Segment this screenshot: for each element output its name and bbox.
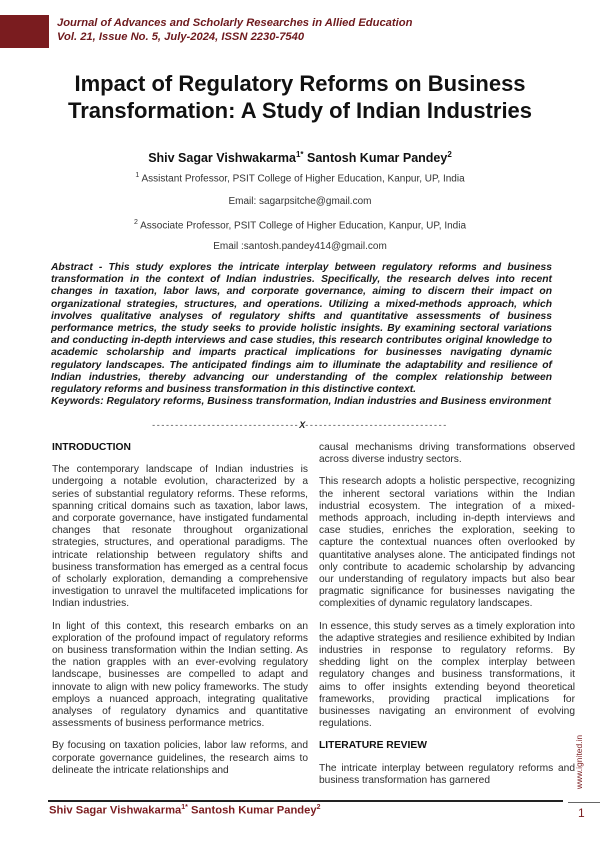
footer-author: Santosh Kumar Pandey	[187, 804, 317, 817]
journal-header	[57, 16, 412, 44]
paragraph: In essence, this study serves as a timely exploration into the adaptive strategies and resilience exhibited by Indian industries in response to regulatory reforms. By shedding light on the complex interplay between regulatory changes and business transformations, it aims to offer insights extending beyond theoretical frameworks, providing practical implications for businesses navigating an environment of evolving regulations.	[319, 620, 575, 730]
author-list	[0, 150, 600, 165]
affiliation-1-email: Email: sagarpsitche@gmail.com	[228, 196, 372, 207]
author-sup: 1*	[295, 150, 304, 159]
left-column	[52, 442, 308, 787]
title-line-1: Impact of Regulatory Reforms on Business	[74, 71, 526, 96]
footer-author: Shiv Sagar Vishwakarma	[49, 804, 182, 817]
affiliation-1	[0, 172, 600, 184]
abstract: Abstract - This study explores the intricate interplay between regulatory reforms and business transformation in the context of Indian industries. Specifically, the research delves into recent changes in taxation, labor laws, and corporate governance, aiming to discern their impact on organizational strategies, structures, and operations. Utilizing a mixed-methods approach, which involves qualitative analyses of regulatory shifts and quantitative assessments of business performance metrics, the study seeks to provide holistic insights. By examining sectoral variations and conducting in-depth interviews and case studies, this research contributes original knowledge to academic scholarship and imparts practical implications for businesses navigating dynamic regulatory landscapes. The anticipated findings aim to illuminate the adaptability and resilience of Indian industries, thereby advancing our understanding of the complex relationship between regulatory reforms and business transformation in this distinctive context.	[51, 262, 552, 396]
paragraph: causal mechanisms driving transformations observed across diverse industry sectors.	[319, 442, 575, 466]
section-heading-introduction: INTRODUCTION	[52, 442, 131, 453]
separator-dashes-left: --------------------------------	[152, 420, 300, 430]
paragraph: This research adopts a holistic perspective, recognizing the inherent sectoral variations within the Indian industrial ecosystem. The integration of a mixed-methods approach, including in-depth interviews and case studies, enriches the exploration, seeking to capture the contextual nuances often overlooked by quantitative analyses alone. The anticipated findings not only contribute to academic scholarship by advancing our understanding of regulatory impacts but also bear pragmatic significance for businesses navigating the complexities of dynamic regulatory landscapes.	[319, 476, 575, 610]
side-url[interactable]	[572, 722, 586, 802]
affiliation-text: Assistant Professor, PSIT College of Higher Education, Kanpur, UP, India	[141, 173, 465, 185]
footer-authors	[49, 804, 321, 817]
journal-header-bar	[0, 15, 49, 48]
author-name: Santosh Kumar Pandey	[307, 151, 448, 166]
page-number: 1	[578, 806, 585, 820]
author-sup: 2	[447, 150, 452, 159]
affiliation-2-email: Email :santosh.pandey414@gmail.com	[213, 241, 387, 252]
section-separator	[0, 420, 600, 430]
affiliation-text: Associate Professor, PSIT College of Higher Education, Kanpur, UP, India	[140, 220, 467, 232]
footer-author-sup: 2	[316, 804, 321, 811]
journal-name: Journal of Advances and Scholarly Researches in Allied Education	[57, 17, 413, 29]
right-column	[319, 442, 575, 797]
website-link[interactable]: www.ignited.in	[574, 734, 584, 790]
author-name: Shiv Sagar Vishwakarma	[148, 151, 296, 166]
footer-author-sup: 1*	[181, 804, 188, 811]
paragraph: The contemporary landscape of Indian industries is undergoing a notable evolution, characterized by a series of substantial regulatory reforms. These reforms, spanning critical domains such as taxation, labor laws, and corporate governance, have instigated fundamental changes that resonate throughout organizational strategies, structures, and operational paradigms. The intricate relationship between regulatory shifts and business transformation has emerged as a central focus of scholarly exploration, demanding a comprehensive investigation to unravel the multifaceted implications for Indian industries.	[52, 464, 308, 610]
footer-divider	[48, 800, 563, 802]
paragraph: In light of this context, this research embarks on an exploration of the profound impact of regulatory reforms on business transformation within the Indian setting. As the nation grapples with an ever-evolving regulatory landscape, businesses are compelled to adapt and innovate to align with new policy frameworks. The study employs a nuanced approach, integrating qualitative analyses of regulatory dynamics and quantitative assessments of business performance metrics.	[52, 620, 308, 730]
affiliation-2	[0, 219, 600, 231]
keywords: Keywords: Regulatory reforms, Business transformation, Indian industries and Business environment	[51, 396, 552, 407]
paragraph: The intricate interplay between regulatory reforms and business transformation has garnered	[319, 762, 575, 786]
footer-divider-right	[568, 802, 600, 803]
title-line-2: Transformation: A Study of Indian Industries	[67, 98, 533, 123]
affiliation-sup: 1	[135, 172, 140, 179]
journal-issue: Vol. 21, Issue No. 5, July-2024, ISSN 2230-7540	[57, 31, 305, 43]
affiliation-sup: 2	[133, 219, 138, 226]
separator-dashes-right: -------------------------------	[305, 420, 448, 430]
separator-mark: X	[299, 420, 306, 430]
section-heading-literature-review: LITERATURE REVIEW	[319, 740, 427, 752]
paragraph: By focusing on taxation policies, labor law reforms, and corporate governance guidelines, the research aims to delineate the intricate relationships and	[52, 740, 308, 776]
paper-title	[0, 70, 600, 124]
